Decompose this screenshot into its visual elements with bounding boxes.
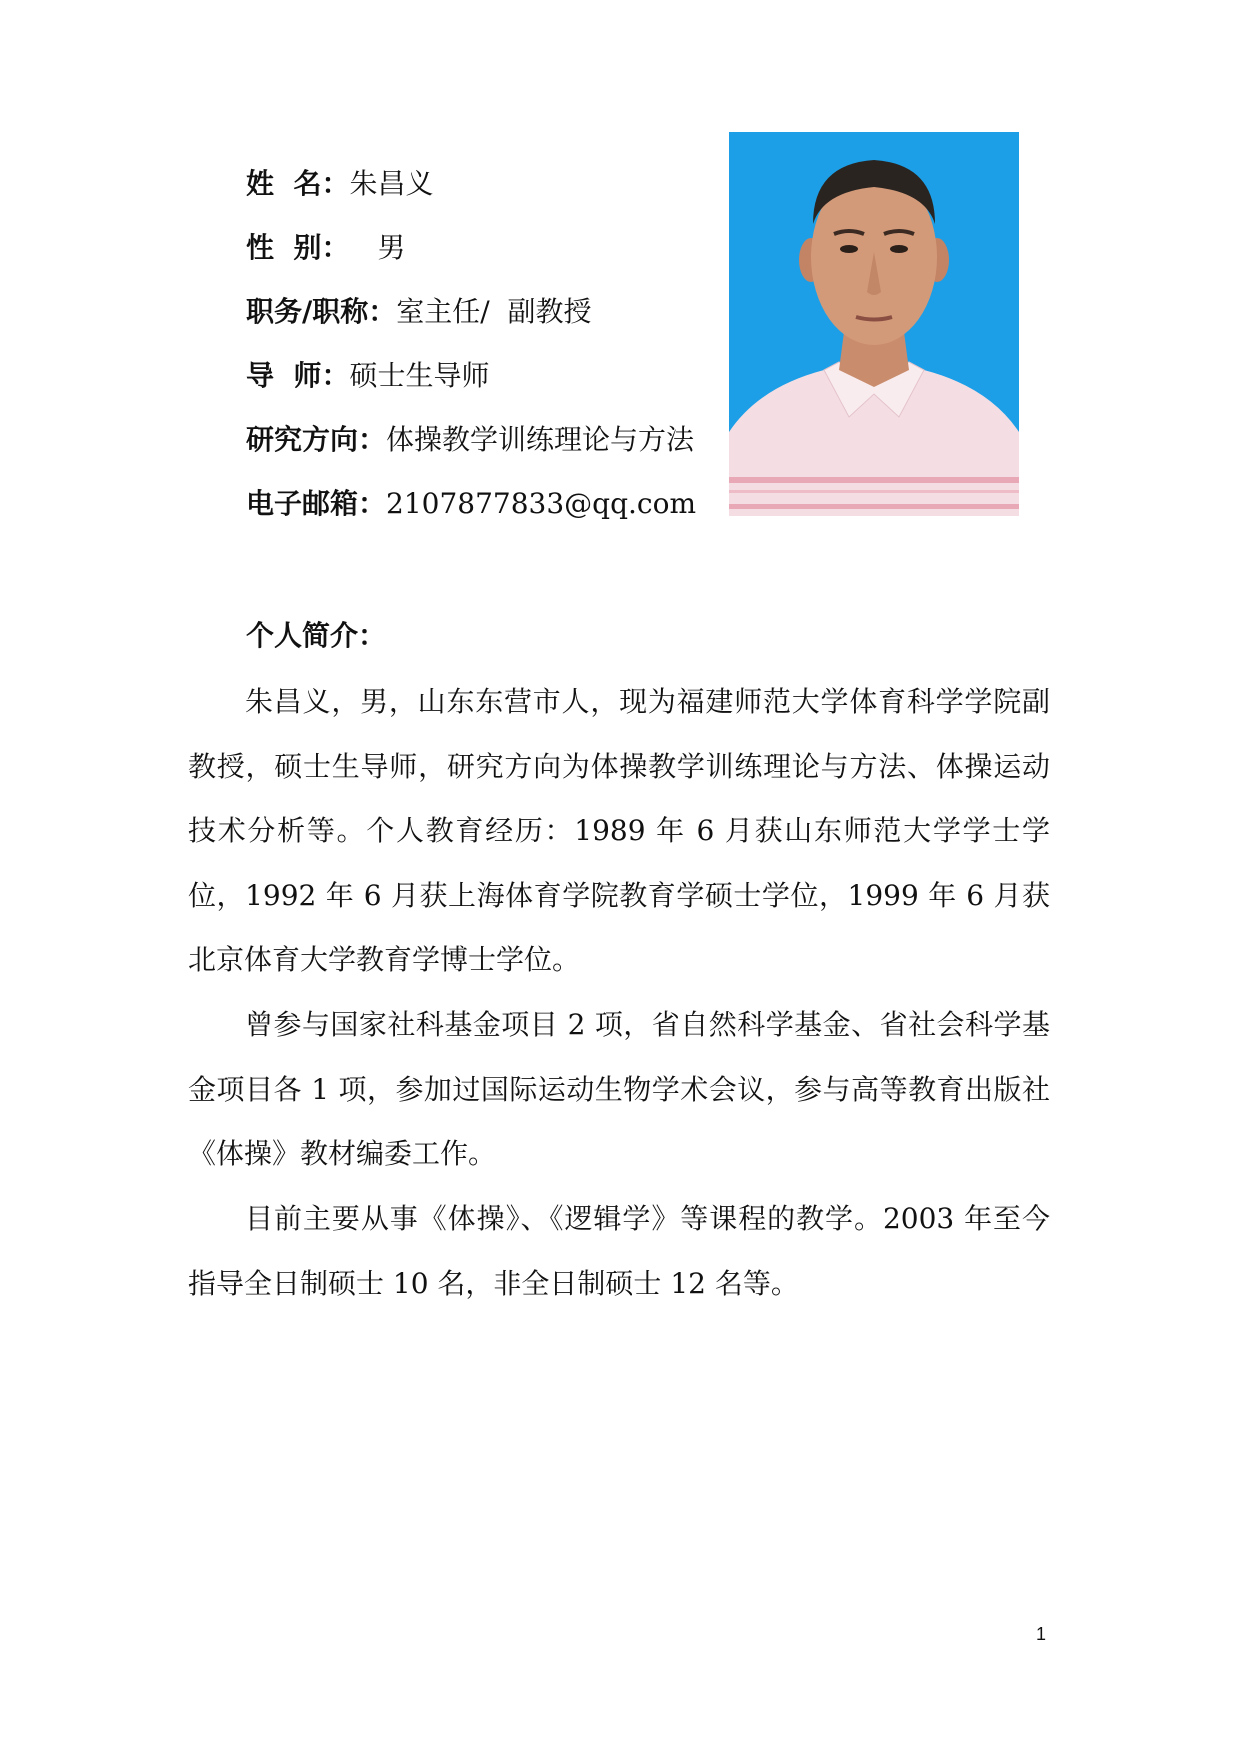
title-label: 职务/职称： bbox=[246, 295, 397, 328]
bio-paragraph-1: 朱昌义，男，山东东营市人，现为福建师范大学体育科学学院副教授，硕士生导师，研究方向为体操教学训练理论与方法、体操运动技术分析等。个人教育经历：1989 年 6 月获山东师范大学学士学位，1992 年 6 月获上海体育学院教育学硕士学位，1999 年 6 月获北京体育大学教育学博士学位。 bbox=[188, 685, 1050, 976]
portrait-photo bbox=[729, 132, 1019, 516]
name-row bbox=[246, 166, 434, 202]
portrait-illustration bbox=[729, 132, 1019, 516]
supervisor-row bbox=[246, 358, 490, 394]
research-value: 体操教学训练理论与方法 bbox=[386, 423, 695, 456]
supervisor-label: 导 师： bbox=[246, 359, 350, 392]
bio-heading: 个人简介： bbox=[246, 619, 387, 652]
bio-paragraph-2: 曾参与国家社科基金项目 2 项，省自然科学基金、省社会科学基金项目各 1 项，参加过国际运动生物学术会议，参与高等教育出版社《体操》教材编委工作。 bbox=[188, 1008, 1050, 1170]
title-value: 室主任/ 副教授 bbox=[396, 295, 592, 328]
name-label: 姓 名： bbox=[246, 167, 350, 200]
research-row bbox=[246, 422, 694, 458]
bio-paragraph-3: 目前主要从事《体操》、《逻辑学》等课程的教学。2003 年至今指导全日制硕士 10 名，非全日制硕士 12 名等。 bbox=[188, 1202, 1050, 1300]
gender-label: 性 别： bbox=[246, 231, 350, 264]
supervisor-value: 硕士生导师 bbox=[349, 359, 490, 392]
gender-value: 男 bbox=[377, 231, 406, 264]
title-row bbox=[246, 294, 591, 330]
page-number: 1 bbox=[1036, 1624, 1047, 1644]
name-value: 朱昌义 bbox=[349, 167, 434, 200]
research-label: 研究方向： bbox=[246, 423, 387, 456]
email-label: 电子邮箱： bbox=[246, 487, 387, 520]
email-row bbox=[246, 486, 696, 522]
gender-row bbox=[246, 230, 406, 266]
email-value: 2107877833@qq.com bbox=[386, 487, 696, 520]
